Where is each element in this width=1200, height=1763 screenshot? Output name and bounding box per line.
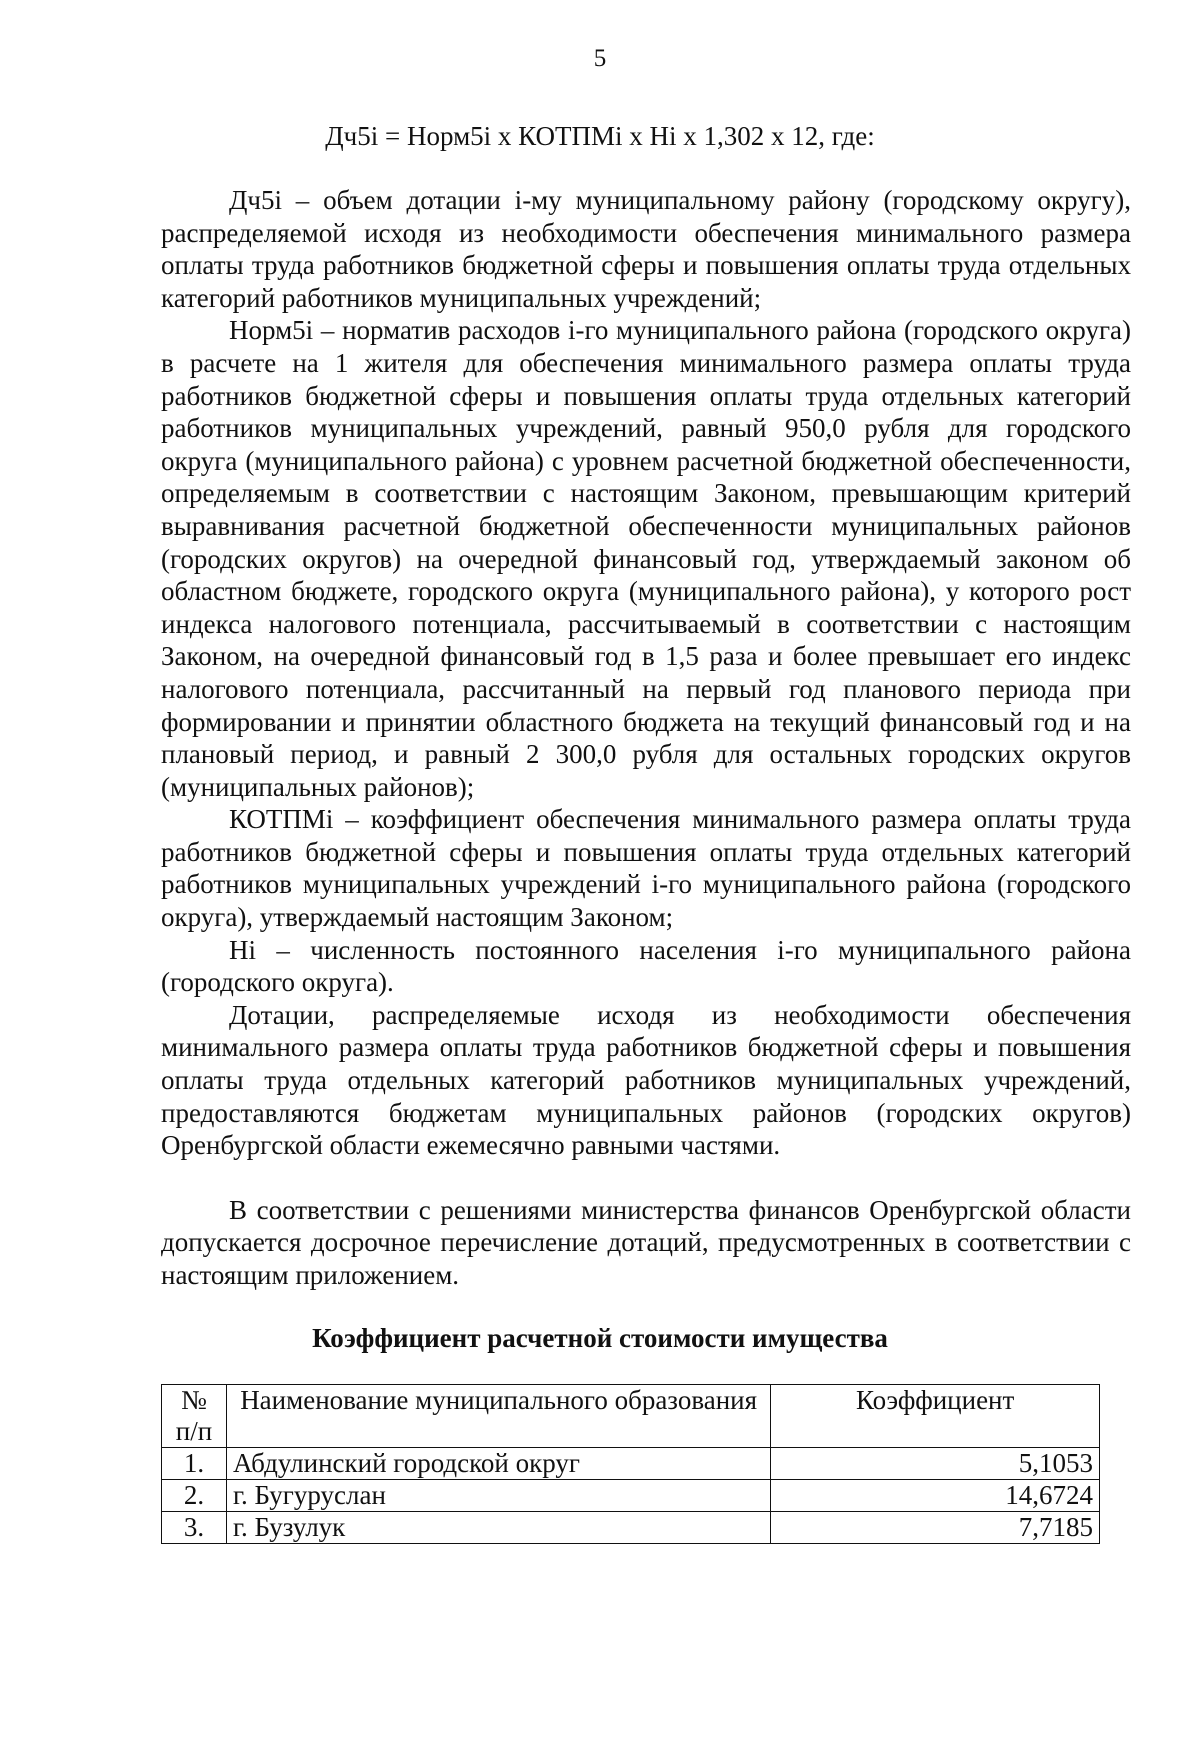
table-header-row (162, 1385, 1100, 1448)
coefficient-table (161, 1384, 1100, 1544)
paragraph-norm5i-definition: Норм5i – норматив расходов i-го муниципального района (городского округа) в расчете на 1 жителя для обеспечения минимального размера оплаты труда работников бюджетной сферы и повышения оплаты труда отдельных категорий работников муниципальных учреждений, равный 950,0 рубля для городского округа (муниципального района) с уровнем расчетной бюджетной обеспеченности, определяемым в соответствии с настоящим Законом, превышающим критерий выравнивания расчетной бюджетной обеспеченности муниципальных районов (городских округов) на очередной финансовый год, утверждаемый законом об областном бюджете, городского округа (муниципального района), у которого рост индекса налогового потенциала, рассчитываемый в соответствии с настоящим Законом, на очередной финансовый год в 1,5 раза и более превышает его индекс налогового потенциала, рассчитанный на первый год планового периода при формировании и принятии областного бюджета на текущий финансовый год и на плановый период, и равный 2 300,0 рубля для остальных городских округов (муниципальных районов); (161, 315, 1131, 802)
header-num: № п/п (162, 1385, 227, 1448)
table-row (162, 1448, 1100, 1480)
table-title: Коэффициент расчетной стоимости имущества (312, 1323, 888, 1353)
page-number: 5 (593, 45, 607, 72)
cell-name: г. Бузулук (226, 1512, 770, 1544)
table-row (162, 1480, 1100, 1512)
header-name: Наименование муниципального образования (226, 1385, 770, 1448)
paragraph-hi-definition: Hi – численность постоянного населения i-го муниципального района (городского округа). (161, 934, 1131, 998)
cell-num: 2. (162, 1480, 227, 1512)
paragraph-dch5i-definition: Дч5i – объем дотации i-му муниципальному району (городскому округу), распределяемой исходя из необходимости обеспечения минимального размера оплаты труда работников бюджетной сферы и повышения оплаты труда отдельных категорий работников муниципальных учреждений; (161, 185, 1131, 313)
paragraph-subsidies-distribution: Дотации, распределяемые исходя из необходимости обеспечения минимального размера оплаты труда работников бюджетной сферы и повышения оплаты труда отдельных категорий работников муниципальных учреждений, предоставляются бюджетам муниципальных районов (городских округов) Оренбургской области ежемесячно равными частями. (161, 999, 1131, 1161)
table-row (162, 1512, 1100, 1544)
body-text (161, 184, 1131, 1292)
cell-num: 3. (162, 1512, 227, 1544)
header-value: Коэффициент (771, 1385, 1100, 1448)
paragraph-kotpmi-definition: КОТПМi – коэффициент обеспечения минимального размера оплаты труда работников бюджетной сферы и повышения оплаты труда отдельных категорий работников муниципальных учреждений i-го муниципального района (городского округа), утверждаемый настоящим Законом; (161, 804, 1131, 933)
cell-value: 5,1053 (771, 1448, 1100, 1480)
cell-num: 1. (162, 1448, 227, 1480)
paragraph-early-transfer: В соответствии с решениями министерства финансов Оренбургской области допускается досрочное перечисление дотаций, предусмотренных в соответствии с настоящим приложением. (161, 1194, 1131, 1290)
cell-value: 7,7185 (771, 1512, 1100, 1544)
cell-name: г. Бугуруслан (226, 1480, 770, 1512)
formula: Дч5i = Норм5i x КОТПМi x Hi x 1,302 x 12, где: (325, 121, 875, 151)
cell-name: Абдулинский городской округ (226, 1448, 770, 1480)
cell-value: 14,6724 (771, 1480, 1100, 1512)
